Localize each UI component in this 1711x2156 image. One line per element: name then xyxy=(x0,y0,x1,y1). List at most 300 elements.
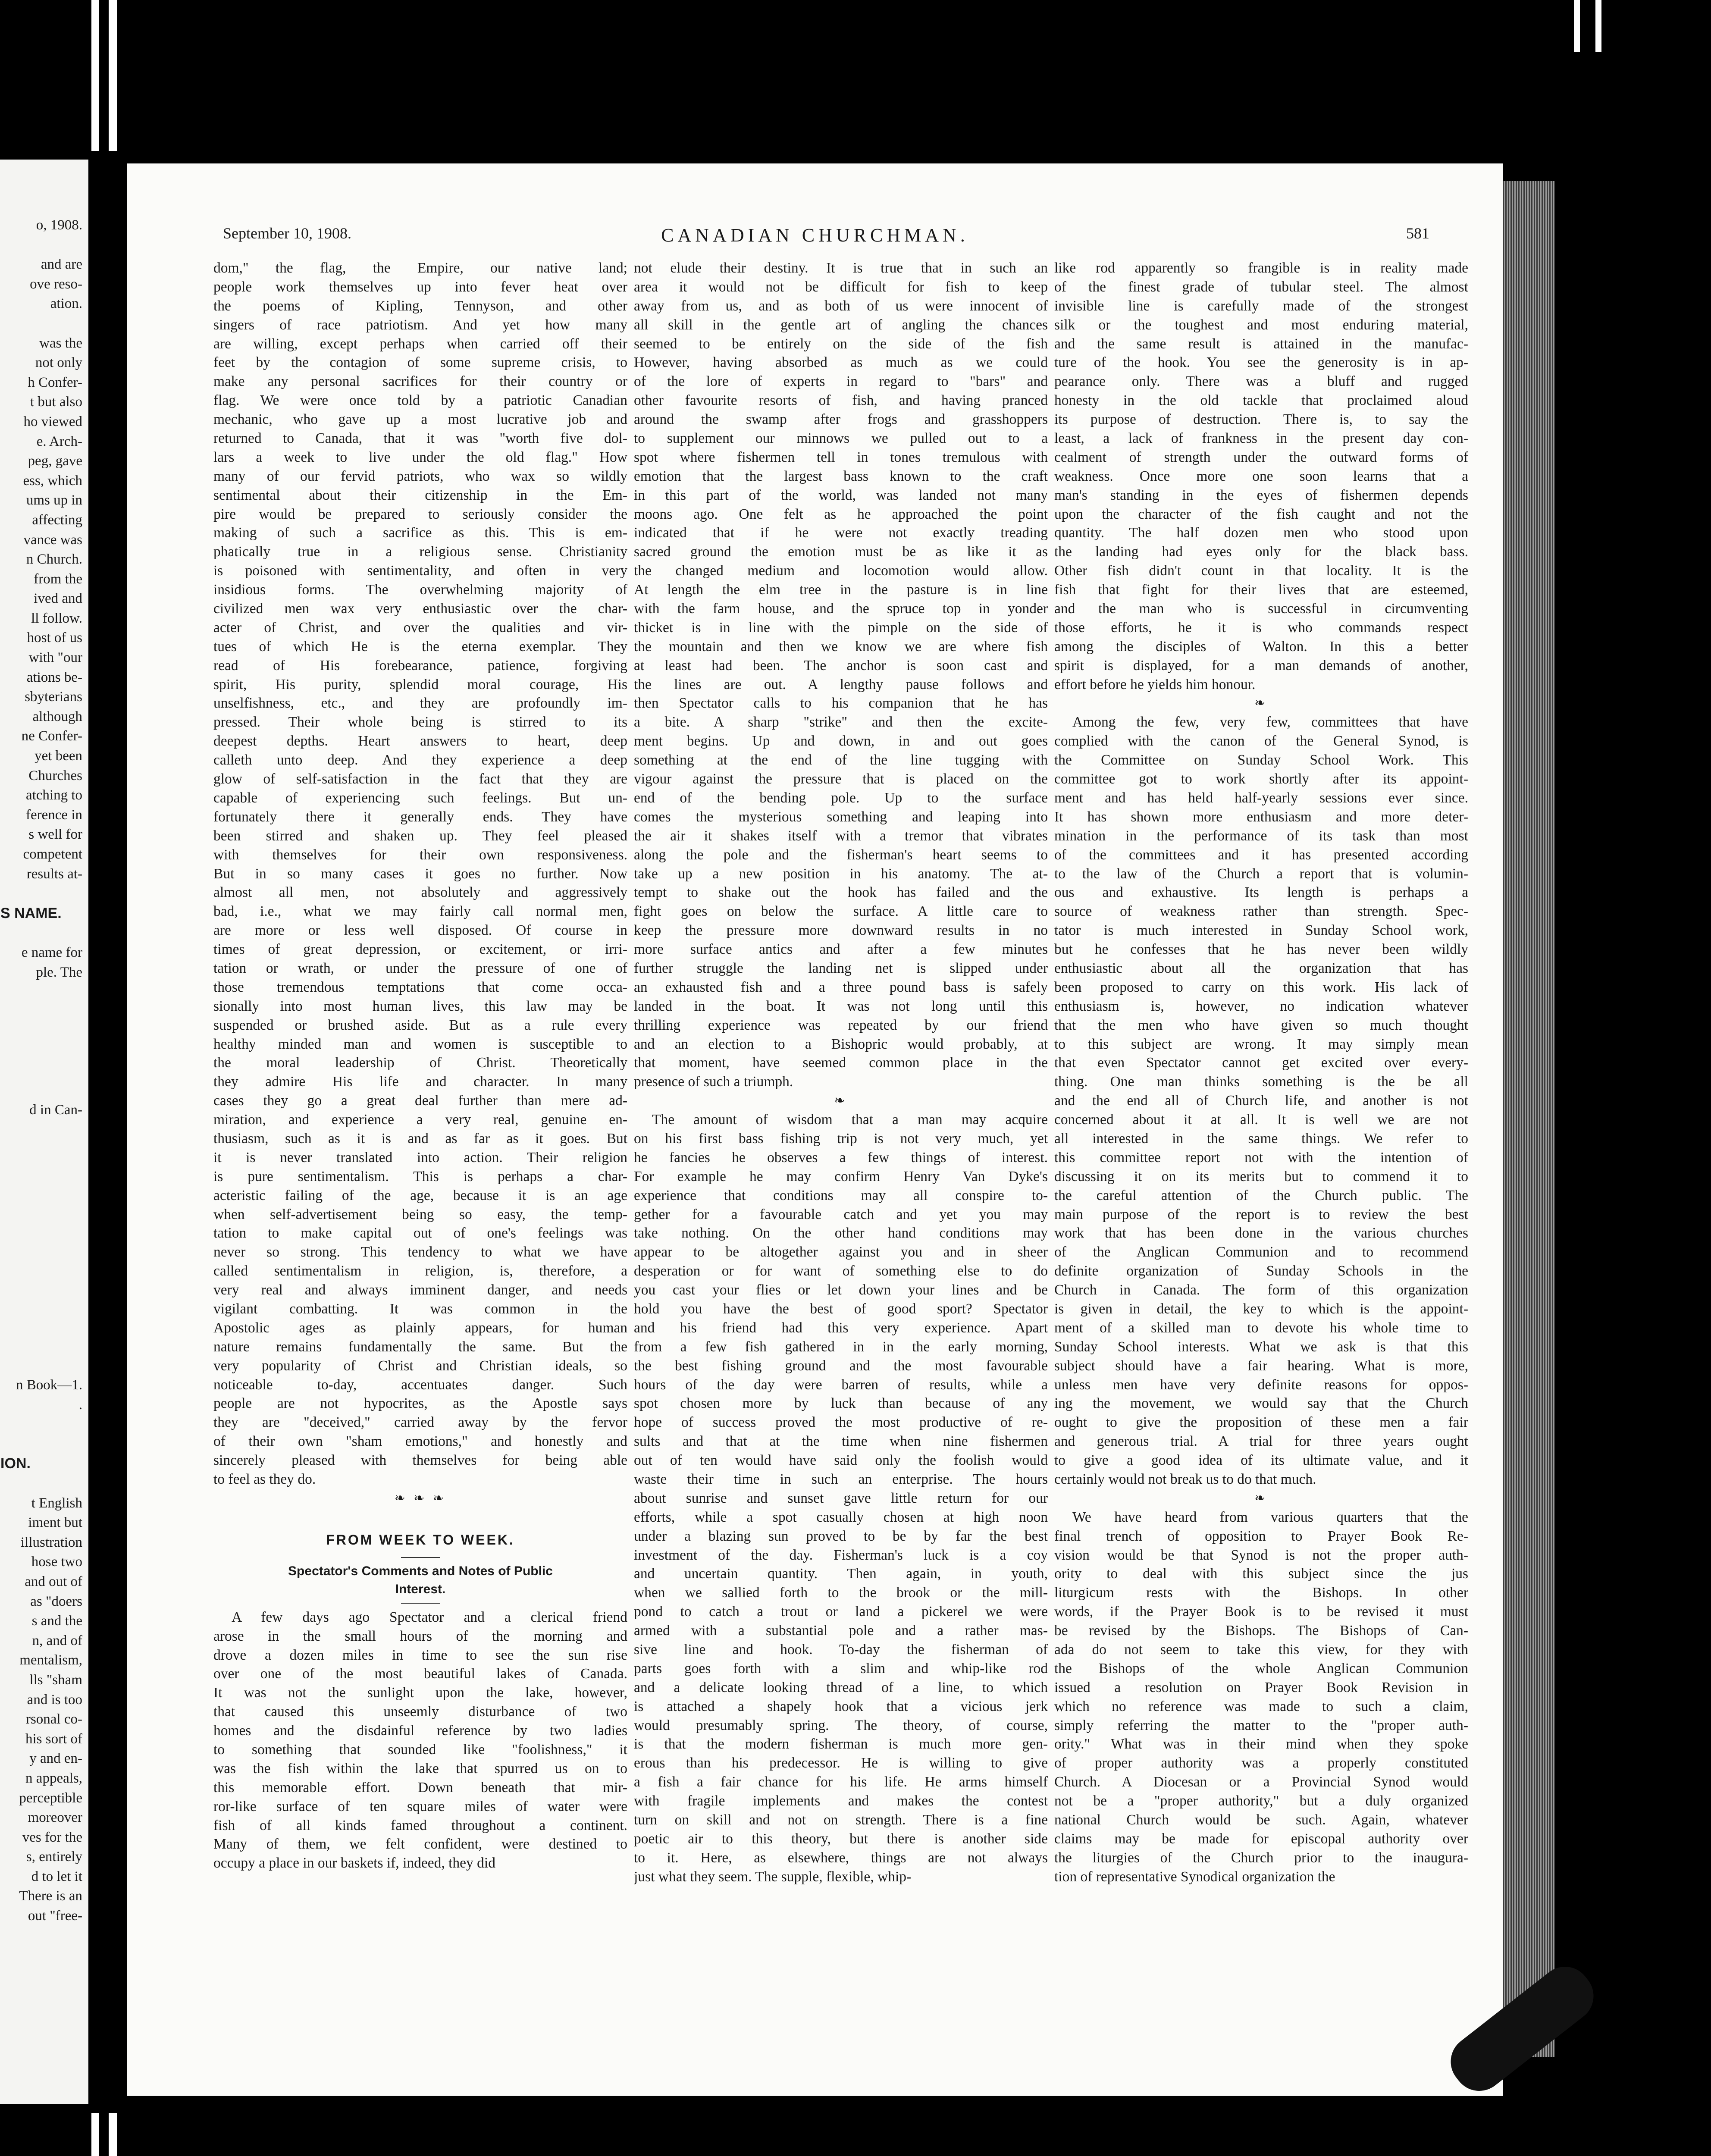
text-line: its purpose of destruction. There is, to say the xyxy=(1054,411,1468,428)
fragment-line: ation. xyxy=(50,296,82,312)
fragment-line: d to let it xyxy=(31,1868,82,1884)
text-line: the careful attention of the Church public. The xyxy=(1054,1187,1468,1203)
text-line: at least had been. The anchor is soon cast and xyxy=(634,657,1048,674)
text-line: ought to give the proposition of these men a fair xyxy=(1054,1414,1468,1431)
text-line: the Bishops of the whole Anglican Communion xyxy=(1054,1660,1468,1677)
text-line: comes the mysterious something and leaping into xyxy=(634,808,1048,825)
text-line: of the committees and it has presented according xyxy=(1054,846,1468,863)
fragment-line: was the xyxy=(39,335,82,351)
text-line: tempt to shake out the hook has failed and the xyxy=(634,884,1048,901)
fragment-line: results at- xyxy=(26,866,82,882)
fragment-line xyxy=(0,884,82,904)
text-line: noticeable to-day, accentuates danger. Such xyxy=(213,1376,627,1393)
text-line: that the men who have given so much thought xyxy=(1054,1017,1468,1033)
fragment-line: with "our xyxy=(28,650,82,666)
fragment-line: ess, which xyxy=(23,473,82,489)
fragment-line: h Confer- xyxy=(28,374,82,390)
text-line: they admire His life and character. In many xyxy=(213,1074,627,1090)
text-line: certainly would not break us to do that much. xyxy=(1054,1471,1316,1487)
section-ornament: ❧ ❧ ❧ xyxy=(394,1491,447,1505)
text-line: they are "deceived," carried away by the fervor xyxy=(213,1414,627,1431)
fragment-line: competent xyxy=(23,846,82,862)
fragment-line: y and en- xyxy=(29,1751,82,1767)
fragment-line xyxy=(0,1140,82,1159)
text-line: all interested in the same things. We refer to xyxy=(1054,1130,1468,1147)
paragraph-ornament: ❧ xyxy=(1254,696,1268,711)
text-line: a fish a fair chance for his life. He arms himself xyxy=(634,1774,1048,1790)
publication-title: CANADIAN CHURCHMAN. xyxy=(661,225,969,246)
fragment-line xyxy=(0,1041,82,1061)
text-line: mechanic, who gave up a most lucrative job and xyxy=(213,411,627,428)
paragraph-ornament: ❧ xyxy=(834,1094,848,1108)
fragment-line: sbyterians xyxy=(25,689,82,705)
text-line: vigour against the pressure that is placed on the xyxy=(634,771,1048,787)
fragment-line xyxy=(0,1474,82,1494)
text-line: source of weakness rather than strength. Spec- xyxy=(1054,903,1468,920)
fragment-line: vance was xyxy=(23,532,82,548)
fragment-line: peg, gave xyxy=(28,453,82,469)
text-line: to something that sounded like "foolishness," it xyxy=(213,1742,627,1758)
text-line: miration, and experience a very real, genuine en- xyxy=(213,1112,627,1128)
fragment-line: Churches xyxy=(28,768,82,783)
text-line: ment begins. Up and down, in and out goes xyxy=(634,733,1048,749)
text-line: a bite. A sharp "strike" and then the excite- xyxy=(634,714,1048,730)
text-line: this committee report not with the intention of xyxy=(1054,1149,1468,1166)
fragment-column xyxy=(0,216,82,1926)
text-line: of the finest grade of tubular steel. The almost xyxy=(1054,279,1468,295)
text-line: Apostolic ages as plainly appears, for human xyxy=(213,1319,627,1336)
text-line: the best fishing ground and the most favourable xyxy=(634,1357,1048,1374)
text-line: cases they go a great deal further than mere ad- xyxy=(213,1093,627,1109)
text-line: glow of self-satisfaction in the fact that they are xyxy=(213,771,627,787)
text-line: drove a dozen miles in time to see the sun rise xyxy=(213,1647,627,1663)
text-line: are willing, except perhaps when carried off their xyxy=(213,335,627,352)
text-line: is that the modern fisherman is much more gen- xyxy=(634,1736,1048,1752)
fragment-line: moreover xyxy=(28,1810,82,1826)
text-line: desperation or for want of something else to do xyxy=(634,1263,1048,1279)
text-line: sacred ground the emotion must be as like it as xyxy=(634,544,1048,560)
text-line: the air it shakes itself with a tremor that vibrates xyxy=(634,827,1048,844)
text-line: with the farm house, and the spruce top in yonder xyxy=(634,601,1048,617)
fragment-line: n Church. xyxy=(26,552,82,567)
text-line: to give a good idea of its ultimate value, and it xyxy=(1054,1452,1468,1469)
fragment-line: ho viewed xyxy=(23,414,82,429)
text-line: It was not the sunlight upon the lake, however, xyxy=(213,1685,627,1701)
text-line: this memorable effort. Down beneath that mir- xyxy=(213,1779,627,1796)
fragment-line: not only xyxy=(35,355,82,371)
text-line: ority." What was in their mind when they spoke xyxy=(1054,1736,1468,1752)
text-line: suspended or brushed aside. But as a rule every xyxy=(213,1017,627,1033)
text-line: to the law of the Church a report that is volumin- xyxy=(1054,865,1468,882)
text-line: fortunately there it generally ends. They have xyxy=(213,808,627,825)
fragment-line xyxy=(0,1316,82,1336)
text-line: issued a resolution on Prayer Book Revision in xyxy=(1054,1679,1468,1695)
fragment-line: ves for the xyxy=(22,1829,82,1845)
text-line: to this subject are wrong. It may simply mean xyxy=(1054,1036,1468,1052)
article-fishing-conclusion xyxy=(1054,259,1468,694)
text-line: and the man who is successful in circumventing xyxy=(1054,601,1468,617)
text-line: quantity. The half dozen men who stood upon xyxy=(1054,525,1468,541)
text-line: man's standing in the eyes of fishermen depends xyxy=(1054,487,1468,503)
fragment-line: mentalism, xyxy=(19,1652,82,1668)
text-line: returned to Canada, that it was "worth five dol- xyxy=(213,430,627,447)
article-sunday-school-committee xyxy=(1054,713,1468,1489)
text-line: to it. Here, as elsewhere, things are not always xyxy=(634,1849,1048,1866)
text-line: and the end all of Church life, and another is not xyxy=(1054,1093,1468,1109)
text-line: vigilant combatting. It was common in the xyxy=(213,1300,627,1317)
fragment-line xyxy=(0,1159,82,1179)
text-line: main purpose of the report is to review the best xyxy=(1054,1206,1468,1222)
text-line: that moment, have seemed common place in the xyxy=(634,1055,1048,1071)
fragment-line: t English xyxy=(31,1495,82,1511)
fragment-line: ll follow. xyxy=(31,610,82,626)
text-line: tues of which He is the eterna exemplar. They xyxy=(213,638,627,655)
text-line: from a few fish gathered in in the early morning, xyxy=(634,1338,1048,1355)
fragment-line: and out of xyxy=(25,1573,82,1589)
text-line: tation or wrath, or under the pressure of one of xyxy=(213,960,627,976)
text-line: enthusiasm is, however, no indication whatever xyxy=(1054,998,1468,1014)
text-line: you cast your flies or let down your lines and be xyxy=(634,1282,1048,1298)
text-line: very real and always imminent danger, and needs xyxy=(213,1282,627,1298)
column-1 xyxy=(213,259,627,1873)
fragment-line: d in Can- xyxy=(29,1102,82,1118)
text-line: just what they seem. The supple, flexible, whip- xyxy=(634,1868,912,1885)
column-3 xyxy=(1054,259,1468,1887)
text-line: not elude their destiny. It is true that in such an xyxy=(634,260,1048,276)
text-line: when we sallied forth to the brook or the mill- xyxy=(634,1585,1048,1601)
text-line: pressed. Their whole being is stirred to its xyxy=(213,714,627,730)
article-prayer-book-revision xyxy=(1054,1508,1468,1887)
text-line: the landing had eyes only for the black bass. xyxy=(1054,544,1468,560)
fragment-line: . xyxy=(78,1397,82,1413)
text-line: But in so many cases it goes no further. Now xyxy=(213,865,627,882)
article-sentimentalism-end xyxy=(213,259,627,1489)
text-line: of their own "sham emotions," and honestly and xyxy=(213,1433,627,1450)
fragment-line: and is too xyxy=(27,1692,82,1708)
text-line: erous than his predecessor. He is willing to give xyxy=(634,1755,1048,1771)
film-edge xyxy=(91,0,99,151)
text-line: claims may be made for episcopal authority over xyxy=(1054,1830,1468,1847)
text-line: ror-like surface of ten square miles of water were xyxy=(213,1798,627,1814)
fragment-line: s and the xyxy=(31,1613,82,1629)
fragment-line xyxy=(0,1179,82,1199)
text-line: We have heard from various quarters that the xyxy=(1072,1509,1468,1525)
fragment-line xyxy=(0,923,82,943)
text-line: However, having absorbed as much as we could xyxy=(634,354,1048,371)
text-line: then Spectator calls to his companion that he has xyxy=(634,695,1048,711)
text-line: hours of the day were barren of results, while a xyxy=(634,1376,1048,1393)
text-line: ing the movement, we would say that the Church xyxy=(1054,1395,1468,1412)
film-edge xyxy=(91,2113,99,2156)
text-line: making of such a sacrifice as this. This is em- xyxy=(213,525,627,541)
fragment-line: n Book—1. xyxy=(16,1377,82,1393)
text-line: out of ten would have said only the foolish would xyxy=(634,1452,1048,1469)
text-line: parts goes forth with a slim and whip-like rod xyxy=(634,1660,1048,1677)
text-line: arose in the small hours of the morning and xyxy=(213,1628,627,1644)
text-line: waste their time in such an enterprise. The hours xyxy=(634,1471,1048,1487)
fragment-line xyxy=(0,1336,82,1356)
text-line: the Committee on Sunday School Work. This xyxy=(1054,752,1468,768)
text-line: an exhausted fish and a three pound bass is safely xyxy=(634,979,1048,995)
text-line: and the same result is attained in the manufac- xyxy=(1054,335,1468,352)
text-line: people are not hypocrites, as the Apostle says xyxy=(213,1395,627,1412)
text-line: under a blazing sun proved to be by far the best xyxy=(634,1528,1048,1544)
fragment-line xyxy=(0,1257,82,1277)
text-line: hope of success proved the most productive of re- xyxy=(634,1414,1048,1431)
text-line: unless men have very definite reasons for oppos- xyxy=(1054,1376,1468,1393)
fragment-line: e name for xyxy=(21,944,82,960)
text-line: to feel as they do. xyxy=(213,1471,316,1487)
text-line: over one of the most beautiful lakes of Canada. xyxy=(213,1666,627,1682)
text-line: make any personal sacrifices for their country or xyxy=(213,373,627,390)
fragment-line: n, and of xyxy=(32,1633,82,1648)
text-line: fish that fight for their lives that are esteemed, xyxy=(1054,582,1468,598)
fragment-line xyxy=(0,314,82,334)
text-line: like rod apparently so frangible is in reality made xyxy=(1054,260,1468,276)
text-line: very popularity of Christ and Christian ideals, so xyxy=(213,1357,627,1374)
fragment-line: out "free- xyxy=(28,1908,82,1924)
text-line: sive line and hook. To-day the fisherman of xyxy=(634,1642,1048,1658)
section-subheading: Interest. xyxy=(395,1582,446,1596)
text-line: ous and exhaustive. Its length is perhaps a xyxy=(1054,884,1468,901)
text-line: poetic air to this theory, but there is another side xyxy=(634,1830,1048,1847)
text-line: further struggle the landing net is slipped under xyxy=(634,960,1048,976)
text-line: committee got to work shortly after its appoint- xyxy=(1054,771,1468,787)
film-edge xyxy=(109,2113,117,2156)
fragment-line: his sort of xyxy=(25,1731,82,1747)
text-line: ada do not seem to take this view, for they with xyxy=(1054,1642,1468,1658)
text-line: Among the few, very few, committees that have xyxy=(1072,714,1468,730)
text-line: is attached a shapely hook that a vicious jerk xyxy=(634,1698,1048,1714)
text-line: At length the elm tree in the pasture is in line xyxy=(634,582,1048,598)
text-line: is given in detail, the key to which is the appoint- xyxy=(1054,1300,1468,1317)
text-line: cealment of strength under the outward forms of xyxy=(1054,449,1468,465)
text-line: concerned about it at all. It is well we are not xyxy=(1054,1112,1468,1128)
fragment-line: iment but xyxy=(28,1515,82,1531)
divider xyxy=(401,1557,440,1558)
fragment-line xyxy=(0,1120,82,1140)
text-line: spirit, His purity, splendid moral courage, His xyxy=(213,676,627,693)
text-line: complied with the canon of the General Synod, is xyxy=(1054,733,1468,749)
text-line: appear to be altogether against you and in sheer xyxy=(634,1244,1048,1260)
text-line: of the lore of experts in regard to "bars" and xyxy=(634,373,1048,390)
text-line: liturgicum rests with the Bishops. In other xyxy=(1054,1585,1468,1601)
fragment-line: perceptible xyxy=(19,1790,82,1806)
newspaper-page xyxy=(127,164,1503,2096)
text-line: insidious forms. The overwhelming majority of xyxy=(213,582,627,598)
text-line: area it would not be difficult for fish to keep xyxy=(634,279,1048,295)
text-line: investment of the day. Fisherman's luck is a coy xyxy=(634,1547,1048,1563)
text-line: Other fish didn't count in that locality. It is the xyxy=(1054,563,1468,579)
text-line: homes and the disdainful reference by two ladies xyxy=(213,1723,627,1739)
text-line: emotion that the largest bass known to the craft xyxy=(634,468,1048,484)
text-line: simply referring the matter to the "proper auth- xyxy=(1054,1717,1468,1733)
text-line: but he confesses that he has never been wildly xyxy=(1054,941,1468,958)
text-line: feet by the contagion of some supreme crisis, to xyxy=(213,354,627,371)
text-line: and an election to a Bishopric would probably, at xyxy=(634,1036,1048,1052)
text-line: ment of a skilled man to devote his whole time to xyxy=(1054,1319,1468,1336)
text-line: around the swamp after frogs and grasshoppers xyxy=(634,411,1048,428)
text-line: take up a new position in his anatomy. The at- xyxy=(634,865,1048,882)
text-line: and uncertain quantity. Then again, in youth, xyxy=(634,1566,1048,1582)
fragment-line xyxy=(0,1218,82,1238)
text-line: other favourite resorts of fish, and having pranced xyxy=(634,392,1048,409)
fragment-line: host of us xyxy=(27,630,82,646)
book-page-edges xyxy=(1503,181,1554,2057)
text-line: honesty in the old tackle that proclaimed aloud xyxy=(1054,392,1468,409)
text-line: away from us, and as both of us were innocent of xyxy=(634,298,1048,314)
text-line: read of His forebearance, patience, forgiving xyxy=(213,657,627,674)
text-line: sults and that at the time when nine fishermen xyxy=(634,1433,1048,1450)
text-line: when self-advertisement being so easy, the temp- xyxy=(213,1206,627,1222)
page-number: 581 xyxy=(1406,225,1429,242)
text-line: fish of all kinds famed throughout a continent. xyxy=(213,1817,627,1833)
fragment-line: ived and xyxy=(34,591,82,607)
fragment-line: ations be- xyxy=(26,669,82,685)
text-line: and generous trial. A trial for three years ought xyxy=(1054,1433,1468,1450)
fragment-line: from the xyxy=(34,571,82,587)
text-line: For example he may confirm Henry Van Dyke's xyxy=(634,1168,1048,1185)
fragment-line: affecting xyxy=(32,512,82,528)
text-line: that even Spectator cannot get excited over every- xyxy=(1054,1055,1468,1071)
text-line: and his friend had this very experience. Apart xyxy=(634,1319,1048,1336)
text-line: spot where fishermen tell in tones tremulous with xyxy=(634,449,1048,465)
text-line: thusiasm, such as it is and as far as it goes. But xyxy=(213,1130,627,1147)
text-line: of the Anglican Communion and to recommend xyxy=(1054,1244,1468,1260)
text-line: never so strong. This tendency to what we have xyxy=(213,1244,627,1260)
fragment-line: t but also xyxy=(30,394,82,410)
text-line: effort before he yields him honour. xyxy=(1054,676,1256,693)
text-line: hold you have the best of good sport? Spectator xyxy=(634,1300,1048,1317)
text-line: presence of such a triumph. xyxy=(634,1074,793,1090)
text-line: discussing it on its merits but to commend it to xyxy=(1054,1168,1468,1185)
text-line: civilized men wax very enthusiastic over the char- xyxy=(213,601,627,617)
text-line: nature remains fundamentally the same. But the xyxy=(213,1338,627,1355)
text-line: capable of experiencing such feelings. But un- xyxy=(213,790,627,806)
text-line: sionally into most human lives, this law may be xyxy=(213,998,627,1014)
text-line: Many of them, we felt confident, were destined to xyxy=(213,1836,627,1852)
paragraph-ornament: ❧ xyxy=(1254,1491,1268,1505)
text-line: spirit is displayed, for a man demands of another, xyxy=(1054,657,1468,674)
text-line: people work themselves up into fever heat over xyxy=(213,279,627,295)
text-line: among the disciples of Walton. In this a better xyxy=(1054,638,1468,655)
text-line: many of our fervid patriots, who wax so wildly xyxy=(213,468,627,484)
text-line: least, a lack of frankness in the present day con- xyxy=(1054,430,1468,447)
text-line: lars a week to live under the old flag." How xyxy=(213,449,627,465)
text-line: the lines are out. A lengthy pause follows and xyxy=(634,676,1048,693)
text-line: pearance only. There was a bluff and rugged xyxy=(1054,373,1468,390)
text-line: calleth unto deep. And they experience a deep xyxy=(213,752,627,768)
text-line: was the fish within the lake that spurred us on to xyxy=(213,1760,627,1777)
text-line: been stirred and shaken up. They feel pleased xyxy=(213,827,627,844)
text-line: silk or the toughest and most enduring material, xyxy=(1054,317,1468,333)
text-line: with themselves for their own responsiveness. xyxy=(213,846,627,863)
text-line: moons ago. One felt as he approached the point xyxy=(634,506,1048,522)
fragment-line: e. Arch- xyxy=(36,433,82,449)
text-line: ture of the hook. You see the generosity is in ap- xyxy=(1054,354,1468,371)
text-line: the poems of Kipling, Tennyson, and other xyxy=(213,298,627,314)
fragment-line: ple. The xyxy=(36,964,82,980)
text-line: sincerely pleased with themselves for being able xyxy=(213,1452,627,1469)
text-line: pond to catch a trout or land a pickerel we were xyxy=(634,1604,1048,1620)
text-line: dom," the flag, the Empire, our native land; xyxy=(213,260,627,276)
text-line: to supplement our minnows we pulled out to a xyxy=(634,430,1048,447)
fragment-line: although xyxy=(32,708,82,724)
fragment-line: lls "sham xyxy=(29,1672,82,1688)
section-heading: FROM WEEK TO WEEK. xyxy=(326,1532,515,1548)
fragment-line: S NAME. xyxy=(0,905,62,921)
text-line: and a delicate looking thread of a line, to which xyxy=(634,1679,1048,1695)
text-line: weakness. Once more one soon learns that a xyxy=(1054,468,1468,484)
fragment-line: atching to xyxy=(25,787,82,803)
text-line: of proper authority was a properly constituted xyxy=(1054,1755,1468,1771)
fragment-line xyxy=(0,1356,82,1376)
text-line: with fragile implements and makes the contest xyxy=(634,1793,1048,1809)
film-edge xyxy=(109,0,117,151)
fragment-line: ove reso- xyxy=(30,276,82,292)
fragment-line: ne Confer- xyxy=(21,728,82,744)
text-line: fight goes on below the surface. A little care to xyxy=(634,903,1048,920)
text-line: he fancies he observes a few things of interest. xyxy=(634,1149,1048,1166)
text-line: It has shown more enthusiasm and more deter- xyxy=(1054,808,1468,825)
text-line: vision would be that Synod is not the proper auth- xyxy=(1054,1547,1468,1563)
fragment-line: ums up in xyxy=(26,492,82,508)
fragment-line: illustration xyxy=(21,1534,82,1550)
text-line: unselfishness, etc., and they are profoundly im- xyxy=(213,695,627,711)
text-line: not be a "proper authority," but a duly organized xyxy=(1054,1793,1468,1809)
text-line: something at the end of the line tugging with xyxy=(634,752,1048,768)
running-head xyxy=(127,224,1503,250)
text-line: are more or less well disposed. Of course in xyxy=(213,922,627,939)
text-line: the moral leadership of Christ. Theoretically xyxy=(213,1055,627,1071)
text-line: pire would be prepared to seriously consider the xyxy=(213,506,627,522)
divider xyxy=(401,1603,440,1604)
fragment-line xyxy=(0,1081,82,1100)
fragment-line xyxy=(0,1415,82,1435)
fragment-line xyxy=(0,1238,82,1258)
fragment-line: ference in xyxy=(26,807,82,823)
text-line: tator is much interested in Sunday School work, xyxy=(1054,922,1468,939)
article-fishing-trip-continued xyxy=(634,259,1048,1091)
text-line: Sunday School interests. What we ask is that this xyxy=(1054,1338,1468,1355)
fragment-line xyxy=(0,1199,82,1219)
text-line: which no reference was made to such a claim, xyxy=(1054,1698,1468,1714)
text-line: end of the bending pole. Up to the surface xyxy=(634,790,1048,806)
text-line: phatically true in a religious sense. Christianity xyxy=(213,544,627,560)
fragment-line: s well for xyxy=(28,827,82,843)
text-line: deepest depths. Heart answers to heart, deep xyxy=(213,733,627,749)
previous-page-fragment xyxy=(0,160,88,2104)
text-line: indicated that if he were not exactly treading xyxy=(634,525,1048,541)
text-line: is pure sentimentalism. This is perhaps a char- xyxy=(213,1168,627,1185)
text-line: along the pole and the fisherman's heart seems to xyxy=(634,846,1048,863)
text-line: almost all men, not absolutely and aggressively xyxy=(213,884,627,901)
text-line: take nothing. On the other hand conditions may xyxy=(634,1225,1048,1241)
fragment-line xyxy=(0,1297,82,1317)
text-line: is poisoned with sentimentality, and often in very xyxy=(213,563,627,579)
text-line: tation to make capital out of one's feelings was xyxy=(213,1225,627,1241)
text-line: turn on skill and not on strength. There is a fine xyxy=(634,1812,1048,1828)
text-line: thrilling experience was repeated by our friend xyxy=(634,1017,1048,1033)
text-line: Church. A Diocesan or a Provincial Synod would xyxy=(1054,1774,1468,1790)
text-line: be revised by the Bishops. The Bishops of Can- xyxy=(1054,1623,1468,1639)
film-edge xyxy=(1574,0,1580,52)
text-line: the mountain and then we know we are where fish xyxy=(634,638,1048,655)
text-line: national Church would be such. Again, whatever xyxy=(1054,1812,1468,1828)
text-line: efforts, while a spot casually chosen at high noon xyxy=(634,1509,1048,1525)
text-line: enthusiastic about all the organization that has xyxy=(1054,960,1468,976)
text-line: on his first bass fishing trip is not very much, yet xyxy=(634,1130,1048,1147)
